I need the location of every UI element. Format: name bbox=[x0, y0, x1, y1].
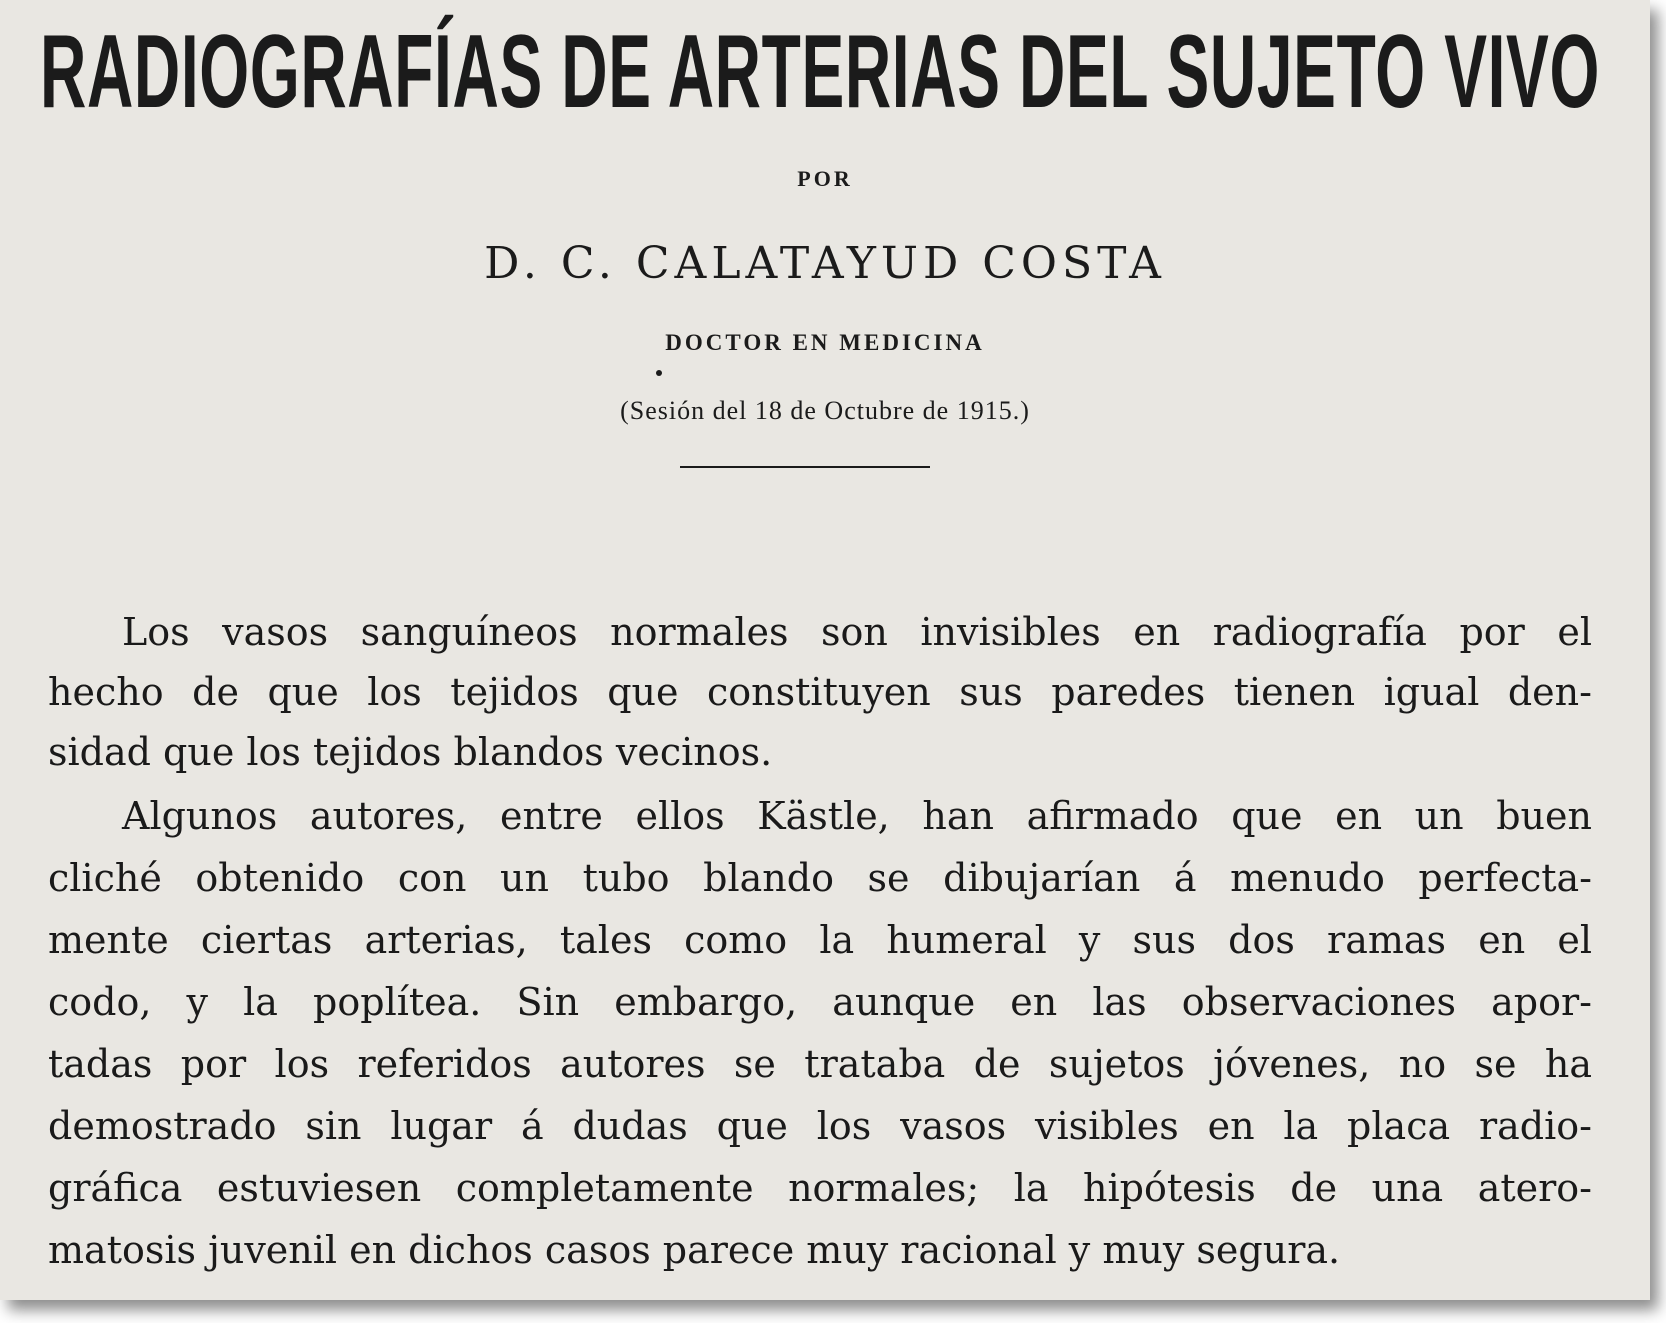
paragraph-2-line-3: mente ciertas arterias, tales como la humeral y sus dos ramas en el bbox=[48, 918, 1592, 962]
session-date: (Sesión del 18 de Octubre de 1915.) bbox=[620, 396, 1030, 425]
paragraph-2-line-7: gráfica estuviesen completamente normales; la hipótesis de una atero- bbox=[48, 1166, 1592, 1210]
paragraph-1-line-1: Los vasos sanguíneos normales son invisibles en radiografía por el bbox=[122, 610, 1592, 654]
paragraph-2-line-2: cliché obtenido con un tubo blando se dibujarían á menudo perfecta- bbox=[48, 856, 1592, 900]
paragraph-1-line-2: hecho de que los tejidos que constituyen sus paredes tienen igual den- bbox=[48, 670, 1592, 714]
paragraph-2-line-5: tadas por los referidos autores se trataba de sujetos jóvenes, no se ha bbox=[48, 1042, 1592, 1086]
title-block bbox=[40, 12, 1600, 142]
paragraph-2-line-1: Algunos autores, entre ellos Kästle, han afirmado que en un buen bbox=[122, 794, 1592, 838]
paragraph-1-line-3: sidad que los tejidos blandos vecinos. bbox=[48, 730, 773, 774]
paragraph-2-line-8: matosis juvenil en dichos casos parece muy racional y muy segura. bbox=[48, 1228, 1341, 1272]
paragraph-2-line-6: demostrado sin lugar á dudas que los vasos visibles en la placa radio- bbox=[48, 1104, 1592, 1148]
author-name: D. C. CALATAYUD COSTA bbox=[484, 238, 1166, 289]
bullet-dot bbox=[656, 370, 662, 376]
article-title: RADIOGRAFÍAS DE ARTERIAS DEL SUJETO VIVO bbox=[40, 14, 1600, 130]
by-line: POR bbox=[797, 166, 853, 191]
author-degree: DOCTOR EN MEDICINA bbox=[665, 330, 985, 355]
separator-rule bbox=[680, 466, 930, 468]
paragraph-2-line-4: codo, y la poplítea. Sin embargo, aunque en las observaciones apor- bbox=[48, 980, 1592, 1024]
